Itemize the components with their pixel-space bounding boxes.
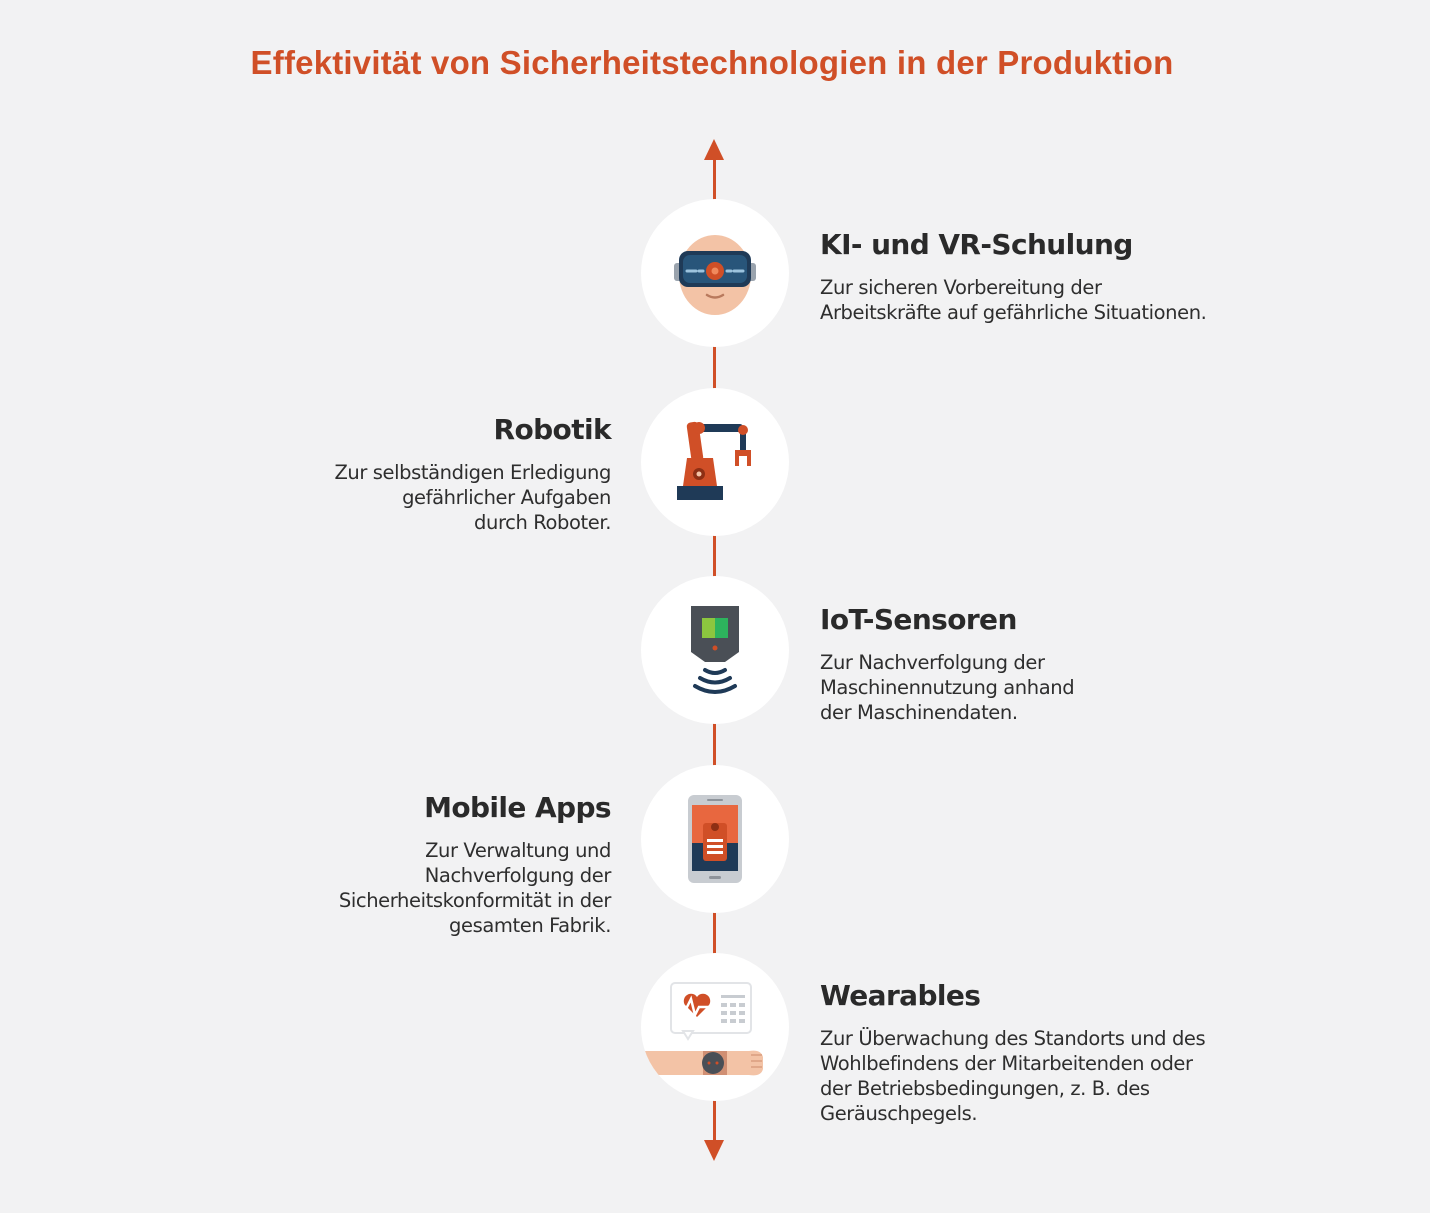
card-line: Zur Überwachung des Standorts und des — [820, 1027, 1206, 1050]
card-line: Arbeitskräfte auf gefährliche Situationen. — [820, 301, 1207, 324]
card-line: der Betriebsbedingungen, z. B. des — [820, 1077, 1150, 1100]
arrow-up-icon — [704, 139, 724, 160]
page-title: Effektivität von Sicherheitstechnologien in der Produktion — [250, 44, 1174, 81]
card-description — [334, 460, 611, 535]
card-line: Zur Nachverfolgung der — [820, 651, 1045, 674]
card-line: Geräuschpegels. — [820, 1102, 978, 1125]
card-heading: Robotik — [493, 413, 611, 446]
node-mobile — [641, 765, 789, 913]
card-robotik — [334, 413, 611, 535]
robot-arm-icon — [641, 388, 789, 536]
node-ki-vr — [641, 199, 789, 347]
card-heading: KI- und VR-Schulung — [820, 228, 1133, 261]
card-mobile — [339, 791, 611, 938]
card-description — [339, 838, 611, 938]
card-line: durch Roboter. — [474, 511, 611, 534]
card-line: Nachverfolgung der — [424, 864, 611, 887]
card-line: Zur sicheren Vorbereitung der — [820, 276, 1102, 299]
card-description — [820, 1026, 1205, 1126]
card-heading: Mobile Apps — [424, 791, 611, 824]
node-wearables — [641, 953, 789, 1101]
card-wearables — [820, 979, 1205, 1126]
smartwatch-icon — [641, 953, 789, 1101]
card-line: Zur selbständigen Erledigung — [334, 461, 611, 484]
card-line: gesamten Fabrik. — [449, 914, 611, 937]
card-line: Zur Verwaltung und — [425, 839, 611, 862]
card-line: gefährlicher Aufgaben — [402, 486, 611, 509]
card-line: der Maschinendaten. — [820, 701, 1018, 724]
arrow-down-icon — [704, 1140, 724, 1161]
card-description — [820, 275, 1206, 325]
card-heading: IoT-Sensoren — [820, 603, 1017, 636]
card-line: Maschinennutzung anhand — [820, 676, 1075, 699]
node-iot — [641, 576, 789, 724]
card-heading: Wearables — [820, 979, 981, 1012]
card-line: Sicherheitskonformität in der — [338, 889, 611, 912]
card-line: Wohlbefindens der Mitarbeitenden oder — [820, 1052, 1193, 1075]
card-description — [820, 650, 1074, 725]
mobile-phone-icon — [641, 765, 789, 913]
card-ki-vr — [820, 228, 1206, 325]
card-iot — [820, 603, 1074, 725]
node-robotik — [641, 388, 789, 536]
vr-headset-icon — [641, 199, 789, 347]
sensor-icon — [641, 576, 789, 724]
